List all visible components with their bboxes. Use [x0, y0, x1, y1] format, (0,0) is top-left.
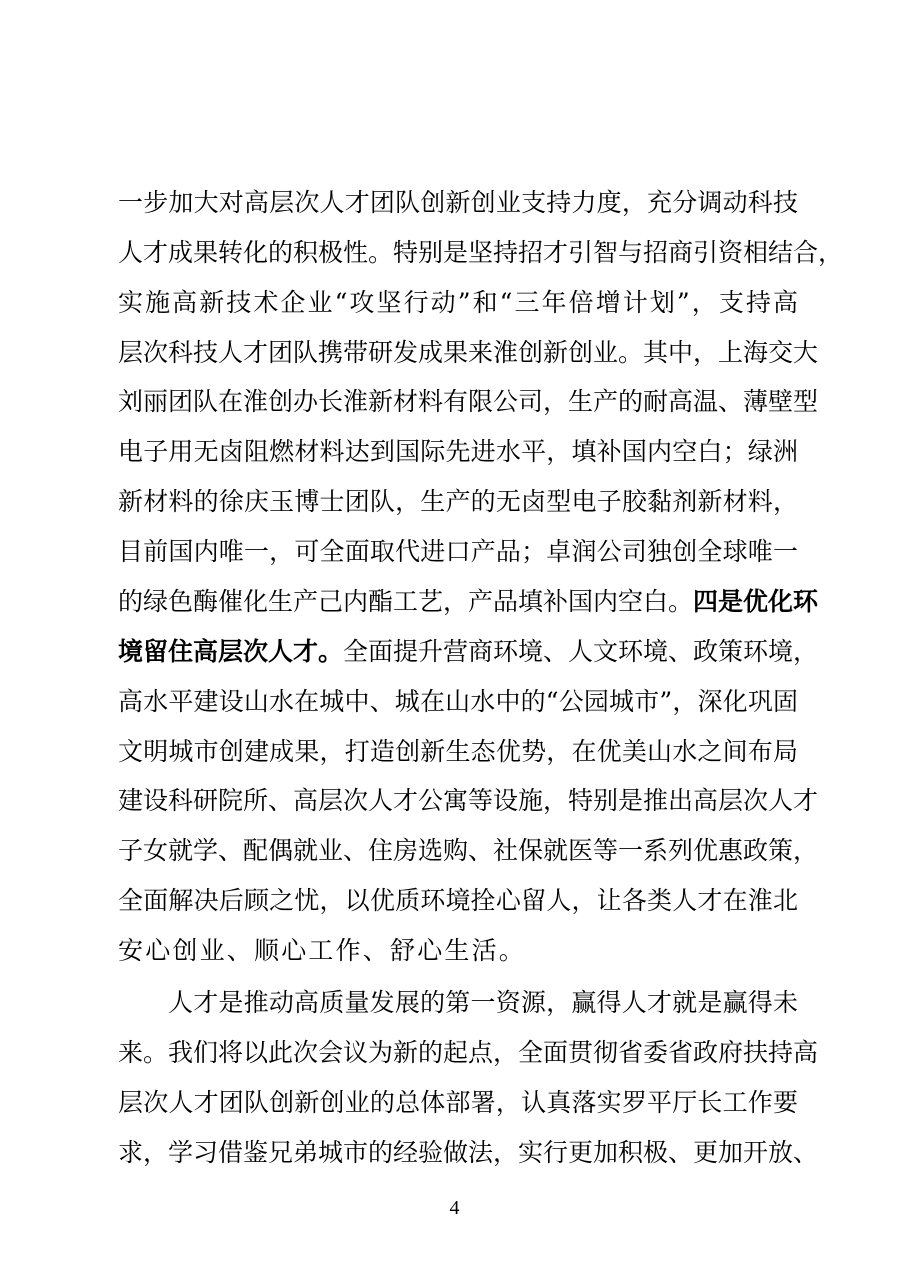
paragraph-2-line-1: 人才是推动高质量发展的第一资源，赢得人才就是赢得未 [168, 988, 798, 1017]
page-number: 4 [449, 1197, 460, 1219]
paragraph-1-line-4: 层次科技人才团队携带研发成果来淮创新创业。其中，上海交大 [118, 338, 819, 367]
paragraph-1-bold-heading-start: 四是优化环 [693, 587, 819, 616]
paragraph-2-line-2: 来。我们将以此次会议为新的起点，全面贯彻省委省政府扶持高 [118, 1038, 819, 1067]
paragraph-1-last-line: 安心创业、顺心工作、舒心生活。 [118, 936, 527, 965]
paragraph-1-line-5: 刘丽团队在淮创办长淮新材料有限公司，生产的耐高温、薄壁型 [118, 387, 819, 416]
paragraph-1-line-14: 子女就学、配偶就业、住房选购、社保就医等一系列优惠政策， [118, 836, 819, 865]
paragraph-1-line-10 [118, 634, 819, 670]
paragraph-2-line-4: 求，学习借鉴兄弟城市的经验做法，实行更加积极、更加开放、 [118, 1138, 819, 1167]
paragraph-1-line-2: 人才成果转化的积极性。特别是坚持招才引智与招商引资相结合， [118, 238, 844, 267]
paragraph-2-line-3: 层次人才团队创新创业的总体部署，认真落实罗平厅长工作要 [118, 1088, 798, 1117]
paragraph-1-line-8: 目前国内唯一，可全面取代进口产品；卓润公司独创全球唯一 [118, 537, 798, 566]
paragraph-1-line-7: 新材料的徐庆玉博士团队，生产的无卤型电子胶黏剂新材料， [118, 487, 798, 516]
paragraph-1-line-11: 高水平建设山水在城中、城在山水中的“公园城市”，深化巩固 [118, 687, 798, 716]
paragraph-1-line-6: 电子用无卤阻燃材料达到国际先进水平，填补国内空白；绿洲 [118, 437, 798, 466]
paragraph-1-line-3: 实施高新技术企业“攻坚行动”和“三年倍增计划”，支持高 [118, 288, 798, 317]
paragraph-1-line-13: 建设科研院所、高层次人才公寓等设施，特别是推出高层次人才 [118, 786, 819, 815]
paragraph-1-line-9 [118, 584, 819, 620]
paragraph-1-bold-heading-end: 境留住高层次人才。 [118, 637, 344, 666]
paragraph-1-line-10-text: 全面提升营商环境、人文环境、政策环境， [343, 637, 819, 666]
paragraph-1-line-12: 文明城市创建成果，打造创新生态优势，在优美山水之间布局 [118, 737, 798, 766]
paragraph-1-line-9-text: 的绿色酶催化生产己内酯工艺，产品填补国内空白。 [118, 587, 694, 616]
paragraph-1-line-1: 一步加大对高层次人才团队创新创业支持力度，充分调动科技 [118, 188, 798, 217]
paragraph-1-line-15: 全面解决后顾之忧，以优质环境拴心留人，让各类人才在淮北 [118, 886, 798, 915]
